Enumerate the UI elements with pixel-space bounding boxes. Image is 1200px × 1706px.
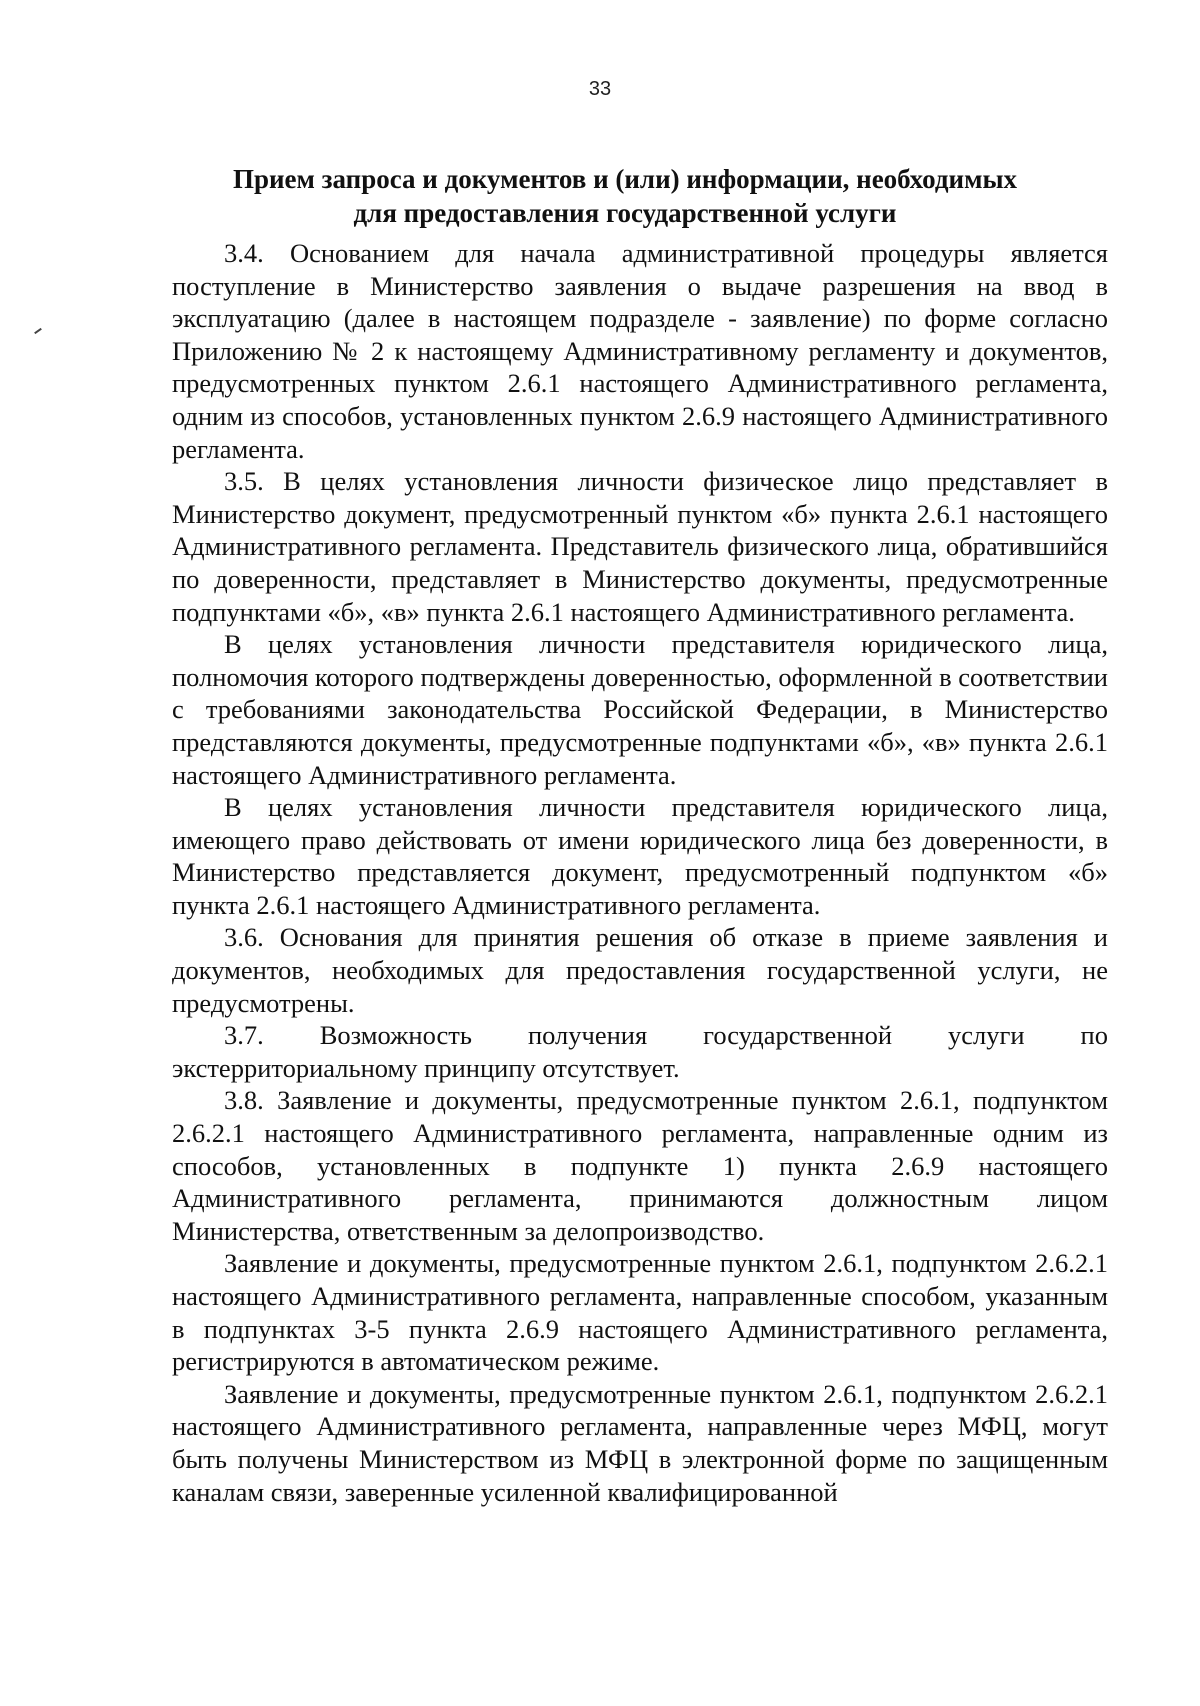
heading-line-1: Прием запроса и документов и (или) информации, необходимых (232, 164, 1018, 194)
paragraph-3-6: 3.6. Основания для принятия решения об отказе в приеме заявления и документов, необходимых для предоставления государственной услуги, не предусмотрены. (172, 922, 1108, 1018)
paragraph-mfc-receipt: Заявление и документы, предусмотренные пунктом 2.6.1, подпунктом 2.6.2.1 настоящего Административного регламента, направленные через МФЦ, могут быть получены Министерством из МФЦ в электронной форме по защищенным каналам связи, заверенные усиленной квалифицированной (172, 1378, 1108, 1507)
page-number: 33 (588, 78, 612, 100)
document-body (172, 237, 1108, 1508)
scan-artifact-mark (34, 328, 42, 334)
heading-line-2: для предоставления государственной услуги (353, 198, 897, 228)
paragraph-3-4: 3.4. Основанием для начала административной процедуры является поступление в Министерство заявления о выдаче разрешения на ввод в эксплуатацию (далее в настоящем подразделе - заявление) по форме согласно Приложению № 2 к настоящему Административному регламенту и документов, предусмотренных пунктом 2.6.1 настоящего Административного регламента, одним из способов, установленных пунктом 2.6.9 настоящего Административного регламента. (172, 238, 1108, 464)
paragraph-3-7: 3.7. Возможность получения государственной услуги по экстерриториальному принципу отсутствует. (172, 1020, 1108, 1083)
paragraph-3-8: 3.8. Заявление и документы, предусмотренные пунктом 2.6.1, подпунктом 2.6.2.1 настоящего Административного регламента, направленные одним из способов, установленных в подпункте 1) пункта 2.6.9 настоящего Административного регламента, принимаются должностным лицом Министерства, ответственным за делопроизводство. (172, 1085, 1108, 1246)
paragraph-legal-rep-without-proxy: В целях установления личности представителя юридического лица, имеющего право действовать от имени юридического лица без доверенности, в Министерство представляется документ, предусмотренный подпунктом «б» пункта 2.6.1 настоящего Административного регламента. (172, 792, 1108, 920)
section-heading (160, 162, 1090, 230)
paragraph-legal-rep-with-proxy: В целях установления личности представителя юридического лица, полномочия которого подтверждены доверенностью, оформленной в соответствии с требованиями законодательства Российской Федерации, в Министерство представляются документы, предусмотренные подпунктами «б», «в» пункта 2.6.1 настоящего Административного регламента. (172, 629, 1108, 790)
paragraph-auto-registration: Заявление и документы, предусмотренные пунктом 2.6.1, подпунктом 2.6.2.1 настоящего Административного регламента, направленные способом, указанным в подпунктах 3-5 пункта 2.6.9 настоящего Административного регламента, регистрируются в автоматическом режиме. (172, 1248, 1108, 1377)
paragraph-3-5: 3.5. В целях установления личности физическое лицо представляет в Министерство документ, предусмотренный пунктом «б» пункта 2.6.1 настоящего Административного регламента. Представитель физического лица, обратившийся по доверенности, представляет в Министерство документы, предусмотренные подпунктами «б», «в» пункта 2.6.1 настоящего Административного регламента. (172, 466, 1108, 627)
